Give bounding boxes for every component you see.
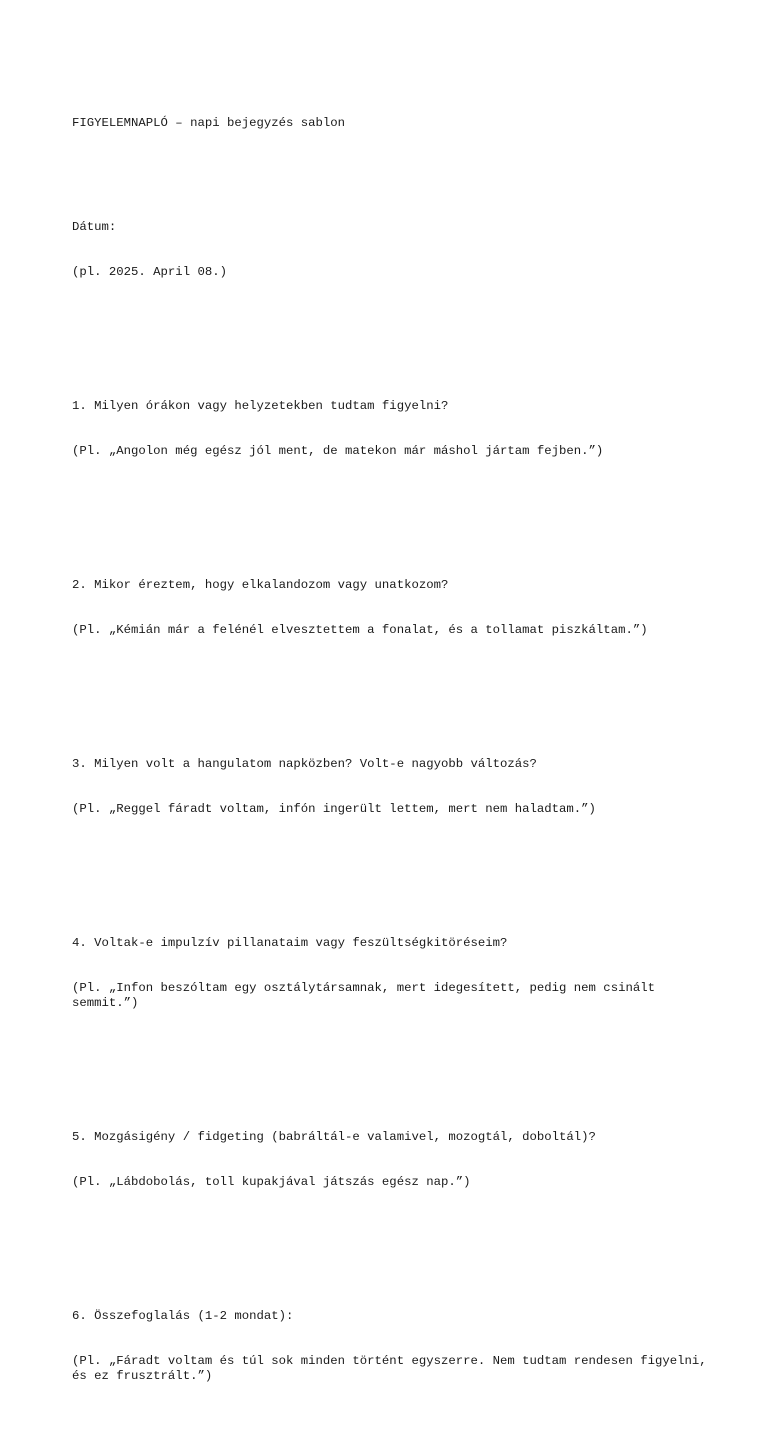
question-example: (Pl. „Kémián már a felénél elvesztettem a fonalat, és a tollamat piszkáltam.”) bbox=[72, 623, 648, 637]
question-example: (Pl. „Lábdobolás, toll kupakjával játszás egész nap.”) bbox=[72, 1175, 471, 1189]
date-label: Dátum: bbox=[72, 220, 117, 234]
question-example: (Pl. „Angolon még egész jól ment, de matekon már máshol jártam fejben.”) bbox=[72, 444, 604, 458]
question-block bbox=[72, 1100, 712, 1220]
question-text: 3. Milyen volt a hangulatom napközben? Volt-e nagyobb változás? bbox=[72, 757, 537, 771]
question-text: 6. Összefoglalás (1-2 mondat): bbox=[72, 1309, 294, 1323]
question-example: (Pl. „Fáradt voltam és túl sok minden történt egyszerre. Nem tudtam rendesen figyelni, és ez frusztrált.”) bbox=[72, 1354, 715, 1383]
question-text: 1. Milyen órákon vagy helyzetekben tudtam figyelni? bbox=[72, 399, 449, 413]
date-example: (pl. 2025. April 08.) bbox=[72, 265, 227, 279]
document-page bbox=[72, 86, 715, 1443]
question-block bbox=[72, 548, 712, 668]
date-section bbox=[72, 190, 712, 310]
question-text: 5. Mozgásigény / fidgeting (babráltál-e valamivel, mozogtál, doboltál)? bbox=[72, 1130, 596, 1144]
question-block bbox=[72, 727, 712, 847]
question-block bbox=[72, 369, 712, 489]
question-example: (Pl. „Infon beszóltam egy osztálytársamnak, mert idegesített, pedig nem csinált semmit.”) bbox=[72, 981, 663, 1010]
question-block bbox=[72, 906, 712, 1041]
question-text: 2. Mikor éreztem, hogy elkalandozom vagy unatkozom? bbox=[72, 578, 449, 592]
question-text: 4. Voltak-e impulzív pillanataim vagy feszültségkitöréseim? bbox=[72, 936, 508, 950]
document-title: FIGYELEMNAPLÓ – napi bejegyzés sablon bbox=[72, 116, 346, 130]
question-example: (Pl. „Reggel fáradt voltam, infón ingerült lettem, mert nem haladtam.”) bbox=[72, 802, 596, 816]
question-block bbox=[72, 1279, 715, 1414]
